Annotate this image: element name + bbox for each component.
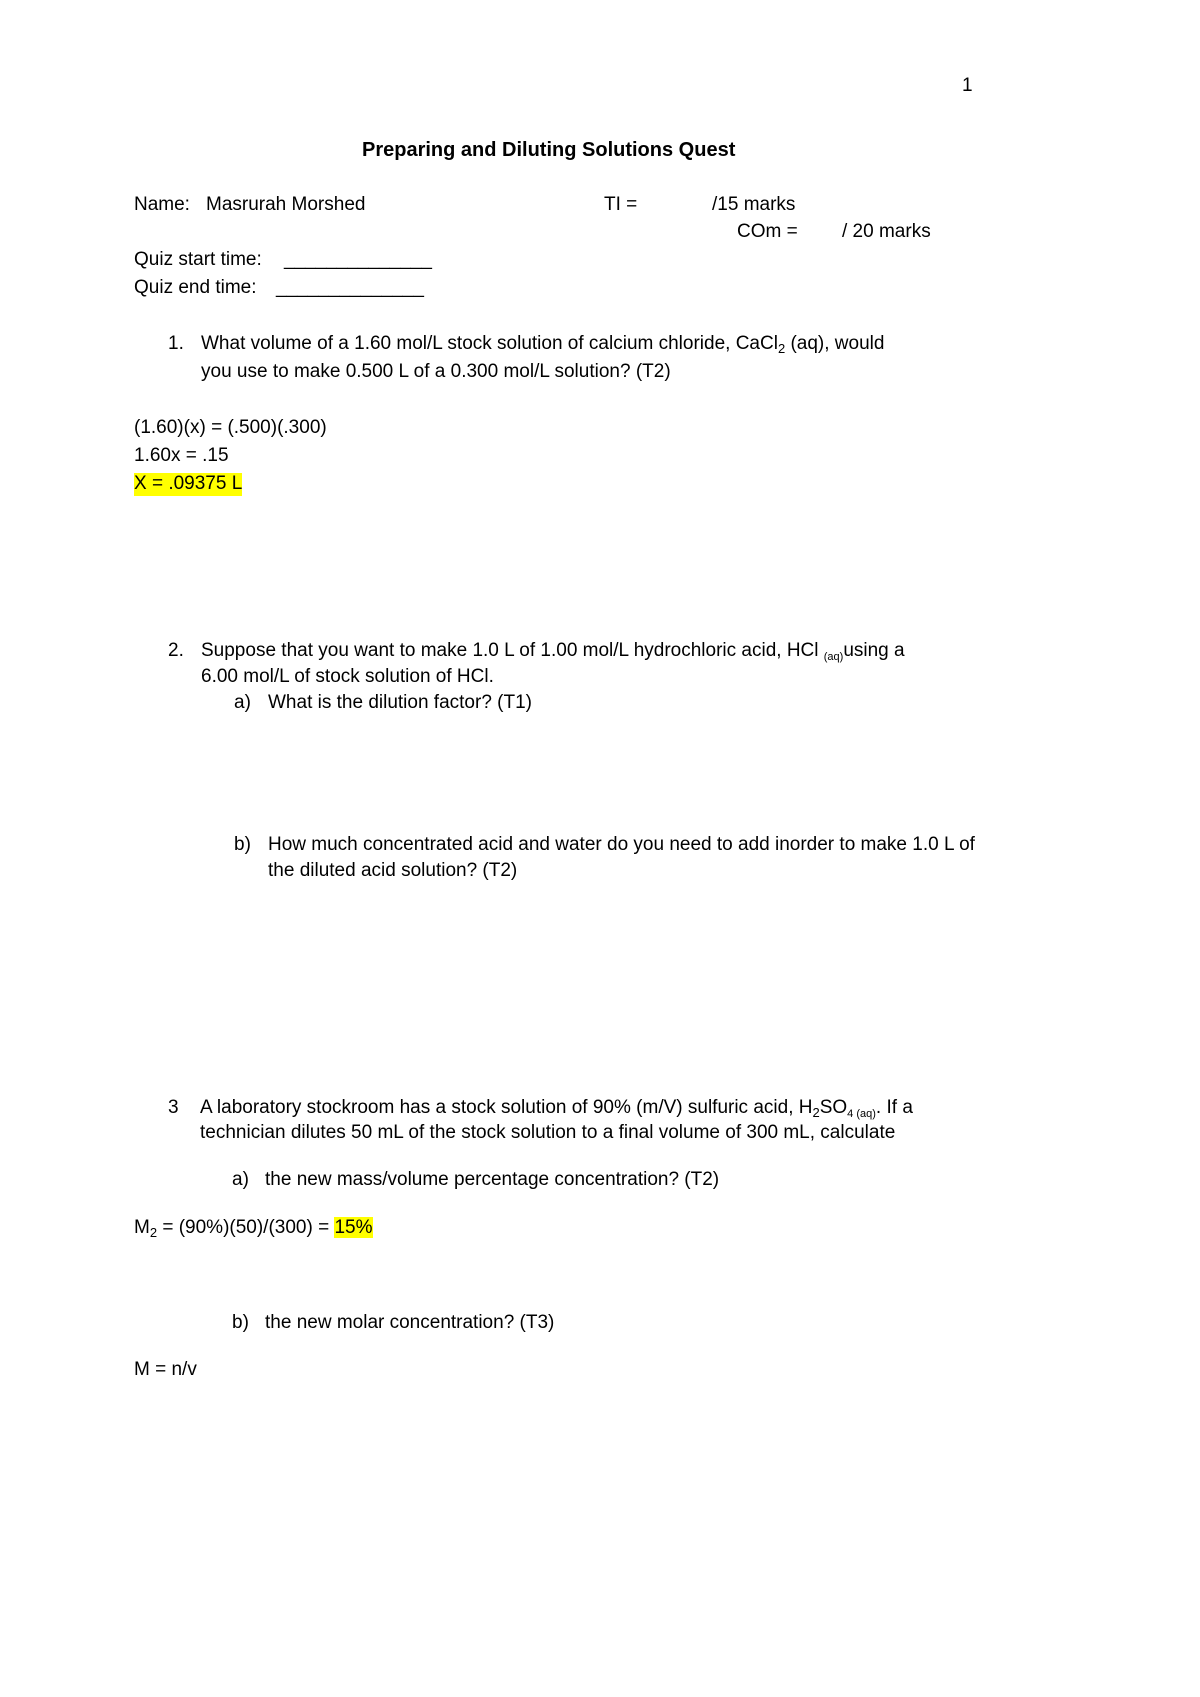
name-value: Masrurah Morshed (206, 194, 366, 215)
q3a-text: the new mass/volume percentage concentration? (T2) (265, 1169, 720, 1190)
q3-line1-text: A laboratory stockroom has a stock solution of 90% (m/V) sulfuric acid, H (200, 1097, 813, 1118)
q2-line2: 6.00 mol/L of stock solution of HCl. (201, 666, 494, 687)
q2-number: 2. (168, 640, 184, 661)
q1-subscript: 2 (777, 341, 786, 356)
name-label: Name: (134, 194, 190, 215)
q1-line2: you use to make 0.500 L of a 0.300 mol/L solution? (T2) (201, 361, 671, 382)
com-marks: / 20 marks (842, 221, 931, 242)
q1-line1 (201, 333, 884, 356)
q1-line1-text-end: (aq), would (785, 333, 885, 354)
q3-subscript-4aq: 4 (aq) (847, 1108, 876, 1120)
q3b-letter: b) (232, 1312, 249, 1333)
q2a-letter: a) (234, 692, 251, 713)
quiz-end-label: Quiz end time: (134, 277, 257, 298)
q3-line1 (200, 1097, 913, 1120)
q1-work-line1: (1.60)(x) = (.500)(.300) (134, 417, 327, 438)
q3-line1-so: SO (819, 1097, 848, 1118)
q3-line2: technician dilutes 50 mL of the stock solution to a final volume of 300 mL, calculate (200, 1122, 896, 1143)
q2-line1-text: Suppose that you want to make 1.0 L of 1.00 mol/L hydrochloric acid, HCl (201, 640, 824, 661)
q1-answer-highlighted: X = .09375 L (134, 473, 243, 494)
q3b-work: M = n/v (134, 1359, 197, 1380)
q2b-text-line2: the diluted acid solution? (T2) (268, 860, 518, 881)
q3a-work (134, 1217, 373, 1240)
q1-work-line2: 1.60x = .15 (134, 445, 229, 466)
q2-line1-text-end: using a (843, 640, 905, 661)
ti-marks: /15 marks (712, 194, 796, 215)
q2-subscript: (aq) (823, 651, 844, 663)
q2b-letter: b) (234, 834, 251, 855)
q3a-work-subscript: 2 (149, 1225, 158, 1240)
q2a-text: What is the dilution factor? (T1) (268, 692, 532, 713)
q3a-work-expression: = (90%)(50)/(300) = (157, 1217, 335, 1238)
page-number: 1 (962, 75, 973, 96)
quiz-start-label: Quiz start time: (134, 249, 262, 270)
q3b-text: the new molar concentration? (T3) (265, 1312, 555, 1333)
page-title: Preparing and Diluting Solutions Quest (362, 139, 736, 161)
q1-line1-text: What volume of a 1.60 mol/L stock solution of calcium chloride, CaCl (201, 333, 778, 354)
q3-subscript-2: 2 (812, 1105, 820, 1120)
q2-line1 (201, 640, 905, 663)
quiz-start-blank: ______________ (284, 249, 432, 270)
com-label: COm = (737, 221, 798, 242)
q3-line1-text-end: . If a (875, 1097, 913, 1118)
q3a-work-m: M (134, 1217, 150, 1238)
q1-number: 1. (168, 333, 184, 354)
q3a-letter: a) (232, 1169, 249, 1190)
q3-number: 3 (168, 1097, 179, 1118)
q3a-answer-highlighted: 15% (334, 1217, 373, 1238)
q2b-text-line1: How much concentrated acid and water do you need to add inorder to make 1.0 L of (268, 834, 975, 855)
quiz-end-blank: ______________ (276, 277, 424, 298)
ti-label: TI = (604, 194, 638, 215)
